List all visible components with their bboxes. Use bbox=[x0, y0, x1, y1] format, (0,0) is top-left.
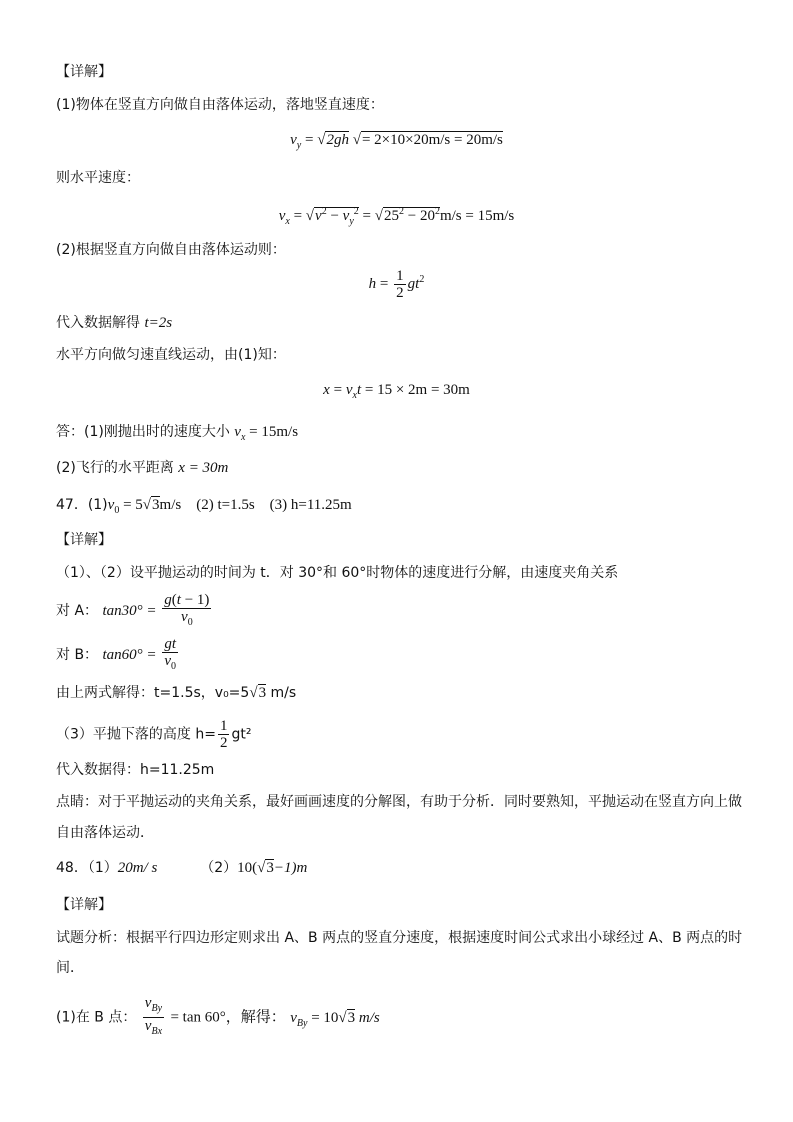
paragraph: 代入数据得：h=11.25m bbox=[56, 762, 215, 778]
paragraph: 由上两式解得：t=1.5s，v₀=5√3 m/s bbox=[56, 685, 297, 701]
paragraph: (1)物体在竖直方向做自由落体运动，落地竖直速度： bbox=[56, 97, 384, 113]
heading-detail-2: 【详解】 bbox=[56, 532, 112, 548]
paragraph: 试题分析：根据平行四边形定则求出 A、B 两点的竖直分速度，根据速度时间公式求出小球经过 A、B 两点的时 bbox=[56, 930, 743, 946]
paragraph: 点睛：对于平抛运动的夹角关系，最好画画速度的分解图，有助于分析．同时要熟知，平抛运动在竖直方向上做 bbox=[56, 794, 742, 810]
equation-a: 对 A： tan30° = $\frac{g(t - 1)}{v_0}$ bbox=[56, 592, 210, 628]
equation-vx: $v_x = √v^2 - v_y^2 = √25^2 - 20^2m/s = 15m/s$ bbox=[278, 206, 515, 227]
paragraph: （1）、（2）设平抛运动的时间为 t．对 30°和 60°时物体的速度进行分解，由速度夹角关系 bbox=[56, 565, 619, 581]
paragraph: (2)根据竖直方向做自由落体运动则： bbox=[56, 242, 286, 258]
paragraph: 水平方向做匀速直线运动，由(1)知： bbox=[56, 347, 286, 363]
equation-vby: (1)在 B 点： $\frac{v_{By}}{v_{Bx}}$ = tan 60°，解得： $v_{By} = 10√3$ m/s bbox=[56, 995, 380, 1037]
paragraph: 自由落体运动． bbox=[56, 825, 154, 841]
answer-1: 答：(1)刚抛出时的速度大小 $v_x = 15m/s$ bbox=[56, 424, 299, 443]
equation-h: h = $\frac{1}{2}$ $gt^2$ bbox=[368, 268, 425, 301]
question-48: 48．（1）20m/ s （2）10(√3−1)m bbox=[56, 860, 308, 876]
paragraph: 代入数据解得 t=2s bbox=[56, 315, 173, 331]
paragraph: （3）平抛下落的高度 h= $\frac{1}{2}$ gt² bbox=[56, 718, 252, 751]
paragraph: 则水平速度： bbox=[56, 170, 140, 186]
question-47: 47．$(1)v_0 = 5√3m/s$ (2) t=1.5s (3) h=11.25m bbox=[56, 497, 352, 516]
answer-2: (2)飞行的水平距离 x = 30m bbox=[56, 460, 229, 476]
paragraph: 间． bbox=[56, 960, 84, 976]
equation-vy: $v_y = √2gh$ √= 2×10×20m/s = 20m/s bbox=[290, 132, 503, 151]
heading-detail-3: 【详解】 bbox=[56, 897, 112, 913]
equation-b: 对 B： tan60° = $\frac{gt}{v_0}$ bbox=[56, 636, 176, 672]
heading-detail-1: 【详解】 bbox=[56, 64, 112, 80]
equation-x: $x = v_xt = 15 \times 2m = 30m$ bbox=[323, 382, 470, 401]
